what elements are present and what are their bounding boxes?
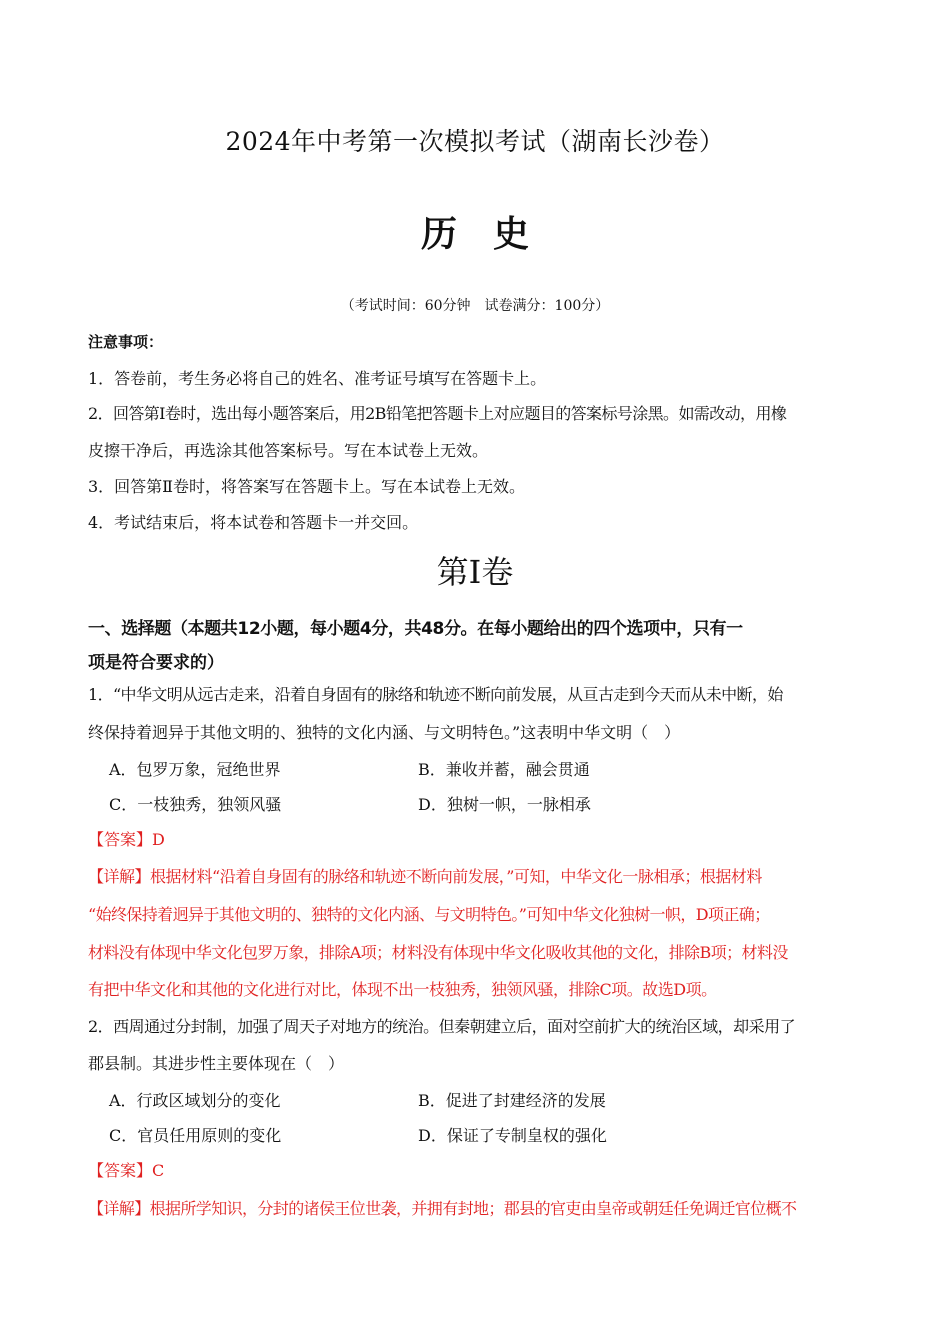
q1-option-c: C．一枝独秀，独领风骚 — [109, 795, 282, 814]
q1-option-d: D．独树一帜，一脉相承 — [418, 795, 591, 814]
q1-option-b: B．兼收并蓄，融会贯通 — [418, 760, 590, 779]
part-heading-line-1: 一、选择题（本题共12小题，每小题4分，共48分。在每小题给出的四个选项中，只有一 — [88, 619, 743, 639]
note-line-3: 皮擦干净后，再选涂其他答案标号。写在本试卷上无效。 — [88, 441, 489, 460]
q2-option-b: B．促进了封建经济的发展 — [418, 1091, 606, 1110]
q1-detail-tag: 【详解】 — [88, 867, 151, 886]
q2-stem-line-1: 2．西周通过分封制，加强了周天子对地方的统治。但秦朝建立后，面对空前扩大的统治区域，却采用了 — [88, 1017, 796, 1036]
exam-meta: （考试时间：60分钟 试卷满分：100分） — [340, 298, 610, 314]
q2-stem-line-2: 郡县制。其进步性主要体现在（ ） — [88, 1054, 345, 1073]
q1-detail-text-1: 根据材料“沿着自身固有的脉络和轨迹不断向前发展，”可知，中华文化一脉相承；根据材料 — [150, 867, 762, 886]
q1-detail-line-1 — [88, 864, 864, 887]
exam-title: 2024年中考第一次模拟考试（湖南长沙卷） — [225, 127, 725, 156]
q1-answer: 【答案】D — [88, 830, 165, 849]
note-line-2: 2．回答第Ⅰ卷时，选出每小题答案后，用2B铅笔把答题卡上对应题目的答案标号涂黑。如需改动，用橡 — [88, 404, 787, 423]
q1-detail-line-3: 材料没有体现中华文化包罗万象，排除A项；材料没有体现中华文化吸收其他的文化，排除B项；材料没 — [88, 943, 788, 962]
q2-answer: 【答案】C — [88, 1161, 165, 1180]
note-line-5: 4．考试结束后，将本试卷和答题卡一并交回。 — [88, 513, 419, 532]
q2-option-a: A．行政区域划分的变化 — [109, 1091, 281, 1110]
q1-detail-line-2: “始终保持着迥异于其他文明的、独特的文化内涵、与文明特色。”可知中华文化独树一帜，D项正确； — [88, 905, 770, 924]
q2-detail-text-1: 根据所学知识，分封的诸侯王位世袭，并拥有封地；郡县的官吏由皇帝或朝廷任免调迁官位概不 — [149, 1199, 797, 1218]
q2-option-c: C．官员任用原则的变化 — [109, 1126, 282, 1145]
q1-stem-line-1: 1．“中华文明从远古走来，沿着自身固有的脉络和轨迹不断向前发展，从亘古走到今天而从未中断，始 — [88, 685, 783, 704]
note-line-1: 1．答卷前，考生务必将自己的姓名、准考证号填写在答题卡上。 — [88, 369, 547, 388]
part-heading-line-2: 项是符合要求的） — [88, 653, 224, 673]
q1-stem-line-2: 终保持着迥异于其他文明的、独特的文化内涵、与文明特色。”这表明中华文明（ ） — [88, 723, 681, 742]
q1-detail-line-4: 有把中华文化和其他的文化进行对比，体现不出一枝独秀，独领风骚，排除C项。故选D项。 — [88, 980, 717, 999]
q1-option-a: A．包罗万象，冠绝世界 — [109, 760, 281, 779]
subject-title: 历 史 — [420, 213, 529, 255]
q2-detail-tag: 【详解】 — [88, 1199, 150, 1218]
section-title: 第Ⅰ卷 — [436, 553, 514, 591]
q2-detail-line-1 — [88, 1196, 864, 1219]
notes-heading: 注意事项： — [88, 333, 164, 351]
note-line-4: 3．回答第Ⅱ卷时，将答案写在答题卡上。写在本试卷上无效。 — [88, 477, 526, 496]
q2-option-d: D．保证了专制皇权的强化 — [418, 1126, 607, 1145]
